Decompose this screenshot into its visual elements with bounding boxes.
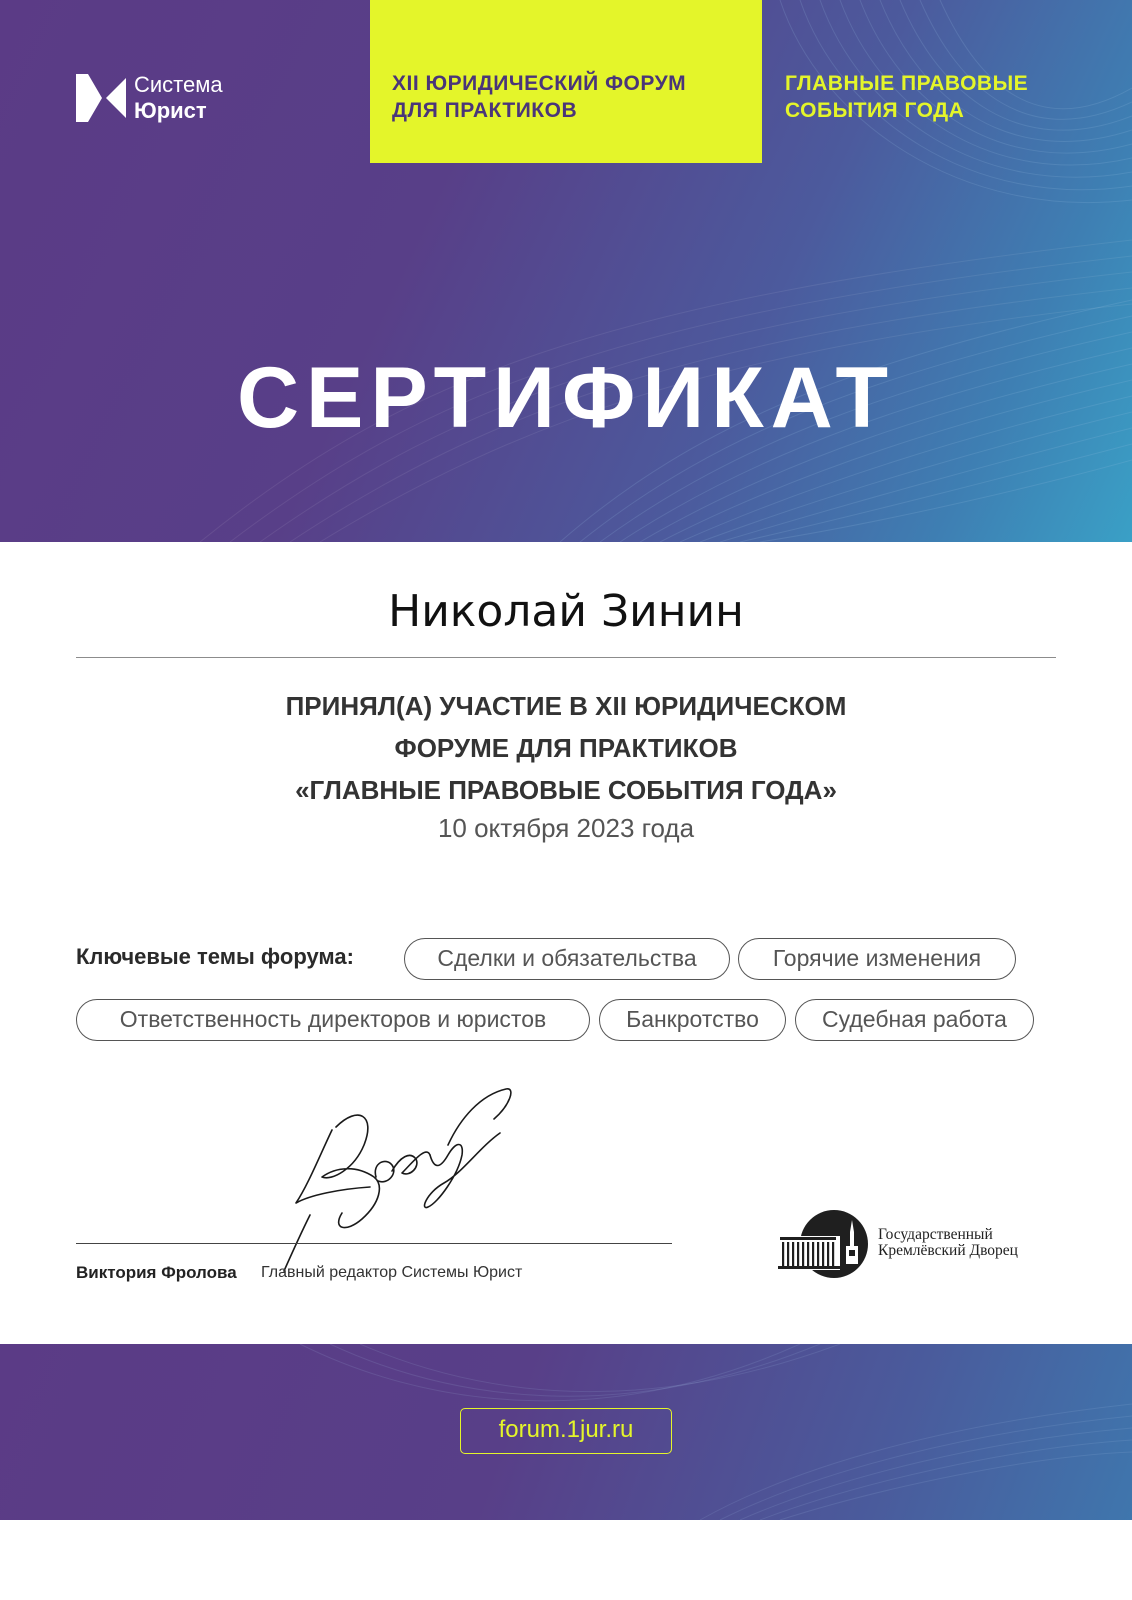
- brand-name-line1: Система: [134, 72, 223, 97]
- forum-theme-line2: СОБЫТИЯ ГОДА: [785, 99, 965, 122]
- certificate-footer: [0, 1344, 1132, 1520]
- participation-statement: [116, 685, 1016, 811]
- participation-line3: «ГЛАВНЫЕ ПРАВОВЫЕ СОБЫТИЯ ГОДА»: [295, 775, 837, 805]
- signature-line: [76, 1243, 672, 1244]
- partner-logo: [778, 1206, 1018, 1280]
- topic-chip: Сделки и обязательства: [404, 938, 730, 980]
- forum-theme: [785, 70, 1085, 124]
- forum-website-link[interactable]: forum.1jur.ru: [460, 1408, 672, 1454]
- topic-chip: Ответственность директоров и юристов: [76, 999, 590, 1041]
- participation-line2: ФОРУМЕ ДЛЯ ПРАКТИКОВ: [394, 733, 738, 763]
- forum-theme-line1: ГЛАВНЫЕ ПРАВОВЫЕ: [785, 72, 1029, 95]
- topic-chip: Горячие изменения: [738, 938, 1016, 980]
- certificate-heading: СЕРТИФИКАТ: [236, 350, 896, 446]
- certificate-header: [0, 0, 1132, 542]
- forum-title-line2: ДЛЯ ПРАКТИКОВ: [392, 99, 578, 122]
- forum-title-line1: XII ЮРИДИЧЕСКИЙ ФОРУМ: [392, 72, 687, 95]
- event-date: 10 октября 2023 года: [437, 813, 695, 843]
- participation-line1: ПРИНЯЛ(А) УЧАСТИЕ В XII ЮРИДИЧЕСКОМ: [285, 691, 847, 721]
- partner-name: [878, 1227, 1018, 1259]
- forum-title: [392, 70, 752, 124]
- topic-chip: Банкротство: [599, 999, 786, 1041]
- signer-role: Главный редактор Системы Юрист: [261, 1264, 523, 1281]
- topic-chip: Судебная работа: [795, 999, 1034, 1041]
- partner-name-line2: Кремлёвский Дворец: [878, 1242, 1018, 1259]
- brand-logo: [76, 72, 223, 124]
- forum-title-box: [370, 0, 762, 163]
- handwritten-signature: [280, 1085, 530, 1275]
- sistema-yurist-logo-icon: [76, 74, 126, 122]
- brand-name: [134, 72, 223, 124]
- kremlin-palace-logo-icon: [778, 1206, 870, 1280]
- partner-name-line1: Государственный: [878, 1226, 993, 1243]
- brand-name-line2: Юрист: [134, 98, 207, 123]
- recipient-name: Николай Зинин: [388, 586, 744, 637]
- signer-name: Виктория Фролова: [76, 1263, 237, 1282]
- topics-label: Ключевые темы форума:: [76, 944, 354, 969]
- name-divider: [76, 657, 1056, 658]
